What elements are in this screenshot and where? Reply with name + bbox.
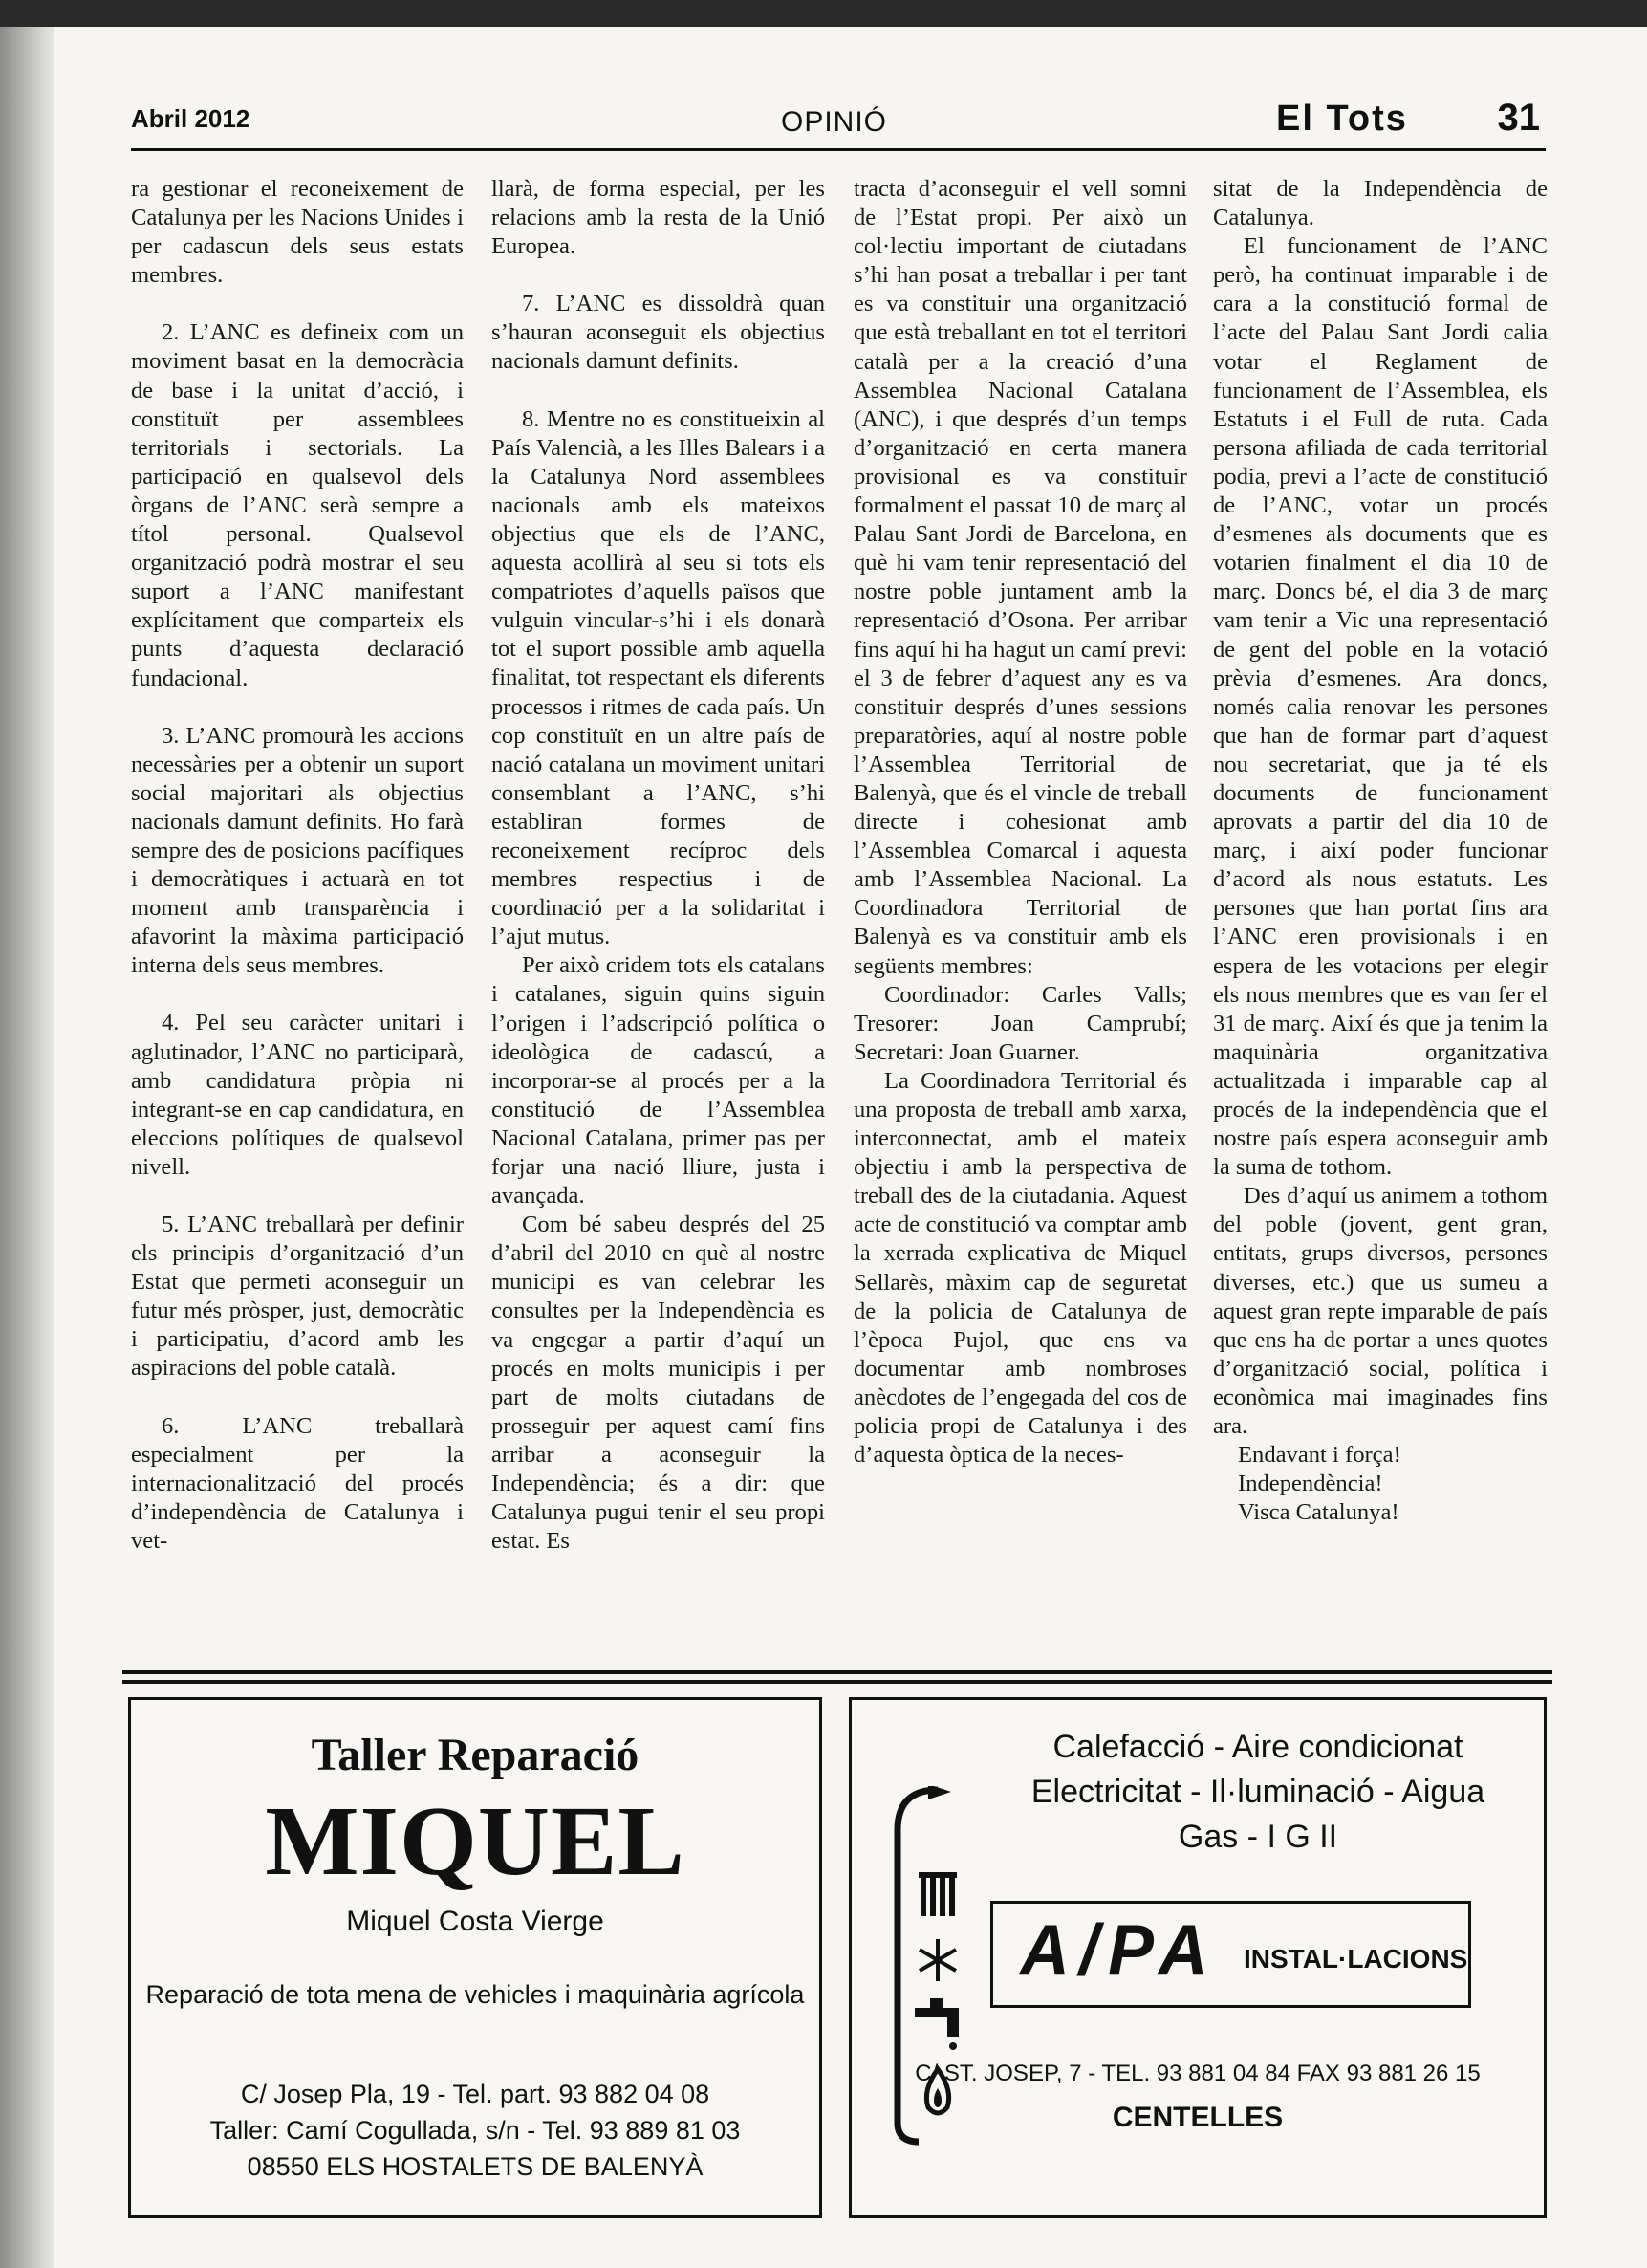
logo-subtitle: INSTAL·LACIONS (1244, 1944, 1468, 1974)
separator-rule (122, 1670, 1552, 1674)
section-title: OPINIÓ (781, 106, 888, 138)
aspa-logo (990, 1901, 1471, 2008)
snowflake-icon (920, 1939, 956, 1981)
article-paragraph: El funcionament de l’ANC però, ha continuat imparable i de cara a la constitució formal de l’acte del Palau Sant Jordi calia votar el Reglament de funcionament de l’Assemblea, els Estatuts i el Full de ruta. Cada persona afiliada de cada territorial podia, previ a l’acte de constitució de l’ANC, votar un procés d’esmenes als documents que es votarien finalment el dia 10 de març. Doncs bé, el dia 3 de març vam tenir a Vic una representació de gent del poble en la votació prèvia d’esmenes. Ara doncs, només calia renovar les persones que han de formar part d’aquest nou secretariat, que ja té els documents de funcionament aprovats a partir del dia 10 de març, i així poder funcionar d’acord als nous estatuts. Les persones que han portat fins ara l’ANC eren provisionals i en espera de les votacions per elegir els nous membres que es van fer el 31 de març. Així és que ja tenim la maquinària organitzativa actualitzada i imparable cap al procés de la independència que el nostre país espera aconseguir amb la suma de tothom. (1213, 233, 1548, 1181)
article-paragraph: 4. Pel seu caràcter unitari i aglutinador, l’ANC no participarà, amb candidatura pròpia ni integrant-se en cap candidatura, en eleccions polítiques de qualsevol nivell. (131, 1010, 464, 1180)
article-paragraph: Des d’aquí us animem a tothom del poble (jovent, gent gran, entitats, grups diversos, persones diverses, etc.) que us sumeu a aquest gran repte imparable de país que ens ha de portar a unes quotes d’organització social, política i econòmica mai imaginades fins ara. (1213, 1183, 1548, 1440)
ad-service-line: Calefacció - Aire condicionat (1052, 1729, 1463, 1765)
ad-service-line: Electricitat - Il·luminació - Aigua (1030, 1774, 1485, 1810)
text-column-2 (491, 175, 825, 1662)
article-paragraph: sitat de la Independència de Catalunya. (1213, 176, 1548, 231)
ad-owner: Miquel Costa Vierge (346, 1906, 604, 1937)
ad-service-line: Gas - I G II (1178, 1819, 1338, 1855)
ad-town: CENTELLES (1112, 2102, 1284, 2133)
text-column-3 (854, 175, 1187, 1662)
ad-business-name: MIQUEL (265, 1786, 685, 1896)
ad-description: Reparació de tota mena de vehicles i maquinària agrícola (145, 1980, 805, 2009)
ad-address-line: 08550 ELS HOSTALETS DE BALENYÀ (247, 2152, 704, 2181)
services-icon-column (880, 1786, 986, 2149)
article-paragraph: 6. L’ANC treballarà especialment per la internacionalització del procés d’independència de Catalunya i vet- (131, 1412, 464, 1554)
ad-aspa-installacions (849, 1697, 1547, 2218)
article-paragraph: 2. L’ANC es defineix com un moviment basat en la democràcia de base i la unitat d’acció, i constituït per assemblees territorials i sectorials. La participació en qualsevol dels òrgans de l’ANC serà sempre a títol personal. Qualsevol organització podrà mostrar el seu suport a l’ANC manifestant explícitament que comparteix els punts d’aquesta declaració fundacional. (131, 319, 464, 691)
issue-date: Abril 2012 (131, 104, 250, 133)
article-paragraph: Per això cridem tots els catalans i catalanes, siguin quins siguin l’origen i l’adscripció política o ideològica de cadascú, a incorporar-se al procés per a la constitució de l’Assemblea Nacional Catalana, primer pas per forjar una nació lliure, justa i avançada. (491, 952, 825, 1210)
page-spine-shadow (0, 27, 61, 2268)
ad-contact-line: C/ ST. JOSEP, 7 - TEL. 93 881 04 84 FAX 93 881 26 15 (915, 2061, 1481, 2086)
article-paragraph: La Coordinadora Territorial és una proposta de treball amb xarxa, interconnectat, amb el mateix objectiu i amb la perspectiva de treball des de la ciutadania. Aquest acte de constitució va comptar amb la xerrada explicativa de Miquel Sellarès, màxim cap de seguretat de la policia de Catalunya de l’època Pujol, que ens va documentar amb nombroses anècdotes de l’engegada del cos de policia propi de Catalunya i des d’aquesta òptica de la neces- (854, 1067, 1187, 1469)
article-paragraph: 5. L’ANC treballarà per definir els principis d’organització d’un Estat que permeti aconseguir un futur més pròsper, just, democràtic i participatiu, d’acord amb les aspiracions del poble català. (131, 1211, 464, 1382)
article-paragraph: 7. L’ANC es dissoldrà quan s’hauran aconseguit els objectius nacionals damunt definits. (491, 291, 825, 375)
article-paragraph: Visca Catalunya! (1238, 1499, 1399, 1526)
pipe-arrow-icon (928, 1786, 951, 1799)
article-paragraph: 3. L’ANC promourà les accions necessàries per a obtenir un suport social majoritari als objectius nacionals damunt definits. Ho farà sempre des de posicions pacífiques i democràtiques i actuarà en tot moment amb transparència i afavorint la màxima participació interna dels seus membres. (131, 722, 464, 979)
article-paragraph: Coordinador: Carles Valls; Tresorer: Joan Camprubí; Secretari: Joan Guarner. (854, 981, 1187, 1065)
ad-taller-miquel (128, 1697, 822, 2218)
page-number: 31 (1497, 97, 1540, 139)
ad-address-line: C/ Josep Pla, 19 - Tel. part. 93 882 04 08 (240, 2080, 710, 2108)
article-paragraph: tracta d’aconseguir el vell somni de l’Estat propi. Per això un col·lectiu important de ciutadans s’hi han posat a treballar i per tant es va constituir una organització que està treballant en tot el territori català per a la creació d’una Assemblea Nacional Catalana (ANC), i que després d’un temps d’organització en certa manera provisional es va constituir formalment el passat 10 de març al Palau Sant Jordi de Barcelona, en què hi vam tenir representació del nostre poble juntament amb la representació d’Osona. Per arribar fins aquí hi ha hagut un camí previ: el 3 de febrer d’aquest any es va constituir després d’unes sessions preparatòries, aquí al nostre poble l’Assemblea Territorial de Balenyà, que és el vincle de treball directe i cohesionat amb l’Assemblea Comarcal i aquesta amb l’Assemblea Nacional. La Coordinadora Territorial de Balenyà es va constituir amb els següents membres: (854, 176, 1187, 979)
text-column-4 (1213, 175, 1548, 1662)
logo-wordmark: A/PA (1020, 1910, 1218, 1991)
faucet-icon (915, 1998, 959, 2050)
article-paragraph: llarà, de forma especial, per les relacions amb la resta de la Unió Europea. (491, 176, 825, 260)
article-paragraph: Independència! (1238, 1471, 1383, 1497)
article-paragraph: ra gestionar el reconeixement de Catalunya per les Nacions Unides i per cadascun dels seus estats membres. (131, 176, 464, 289)
ad-title: Taller Reparació (311, 1730, 639, 1780)
radiator-icon (919, 1872, 957, 1916)
separator-rule (122, 1680, 1552, 1684)
pipe-icon (898, 1790, 938, 2142)
page-header (131, 97, 1546, 151)
ad-address-line: Taller: Camí Cogullada, s/n - Tel. 93 889 81 03 (209, 2116, 741, 2145)
ad-address (131, 2076, 819, 2185)
article-paragraph: 8. Mentre no es constitueixin al País Valencià, a les Illes Balears i a la Catalunya Nord assemblees nacionals amb els mateixos objectius que els de l’ANC, aquesta acollirà al seu si tots els compatriotes d’aquells països que vulguin vincular-s’hi i els donarà tot el suport possible amb aquella finalitat, tot respectant els diferents processos i ritmes de cada país. Un cop constituït en un altre país de nació catalana un moviment unitari consemblant a l’ANC, s’hi establiran formes de reconeixement recíproc dels membres respectius i de coordinació per a la solidaritat i l’ajut mutus. (491, 405, 825, 950)
article-paragraph: Com bé sabeu després del 25 d’abril del 2010 en què al nostre municipi es van celebrar les consultes per la Independència es va engegar a partir d’aquí un procés en molts municipis i per part de molts ciutadans de prosseguir per aquest camí fins arribar a aconseguir la Independència; és a dir: que Catalunya pugui tenir el seu propi estat. Es (491, 1211, 825, 1555)
publication-name: El Tots (1276, 98, 1408, 139)
text-column-1 (131, 175, 464, 1662)
article-paragraph: Endavant i força! (1238, 1442, 1401, 1469)
